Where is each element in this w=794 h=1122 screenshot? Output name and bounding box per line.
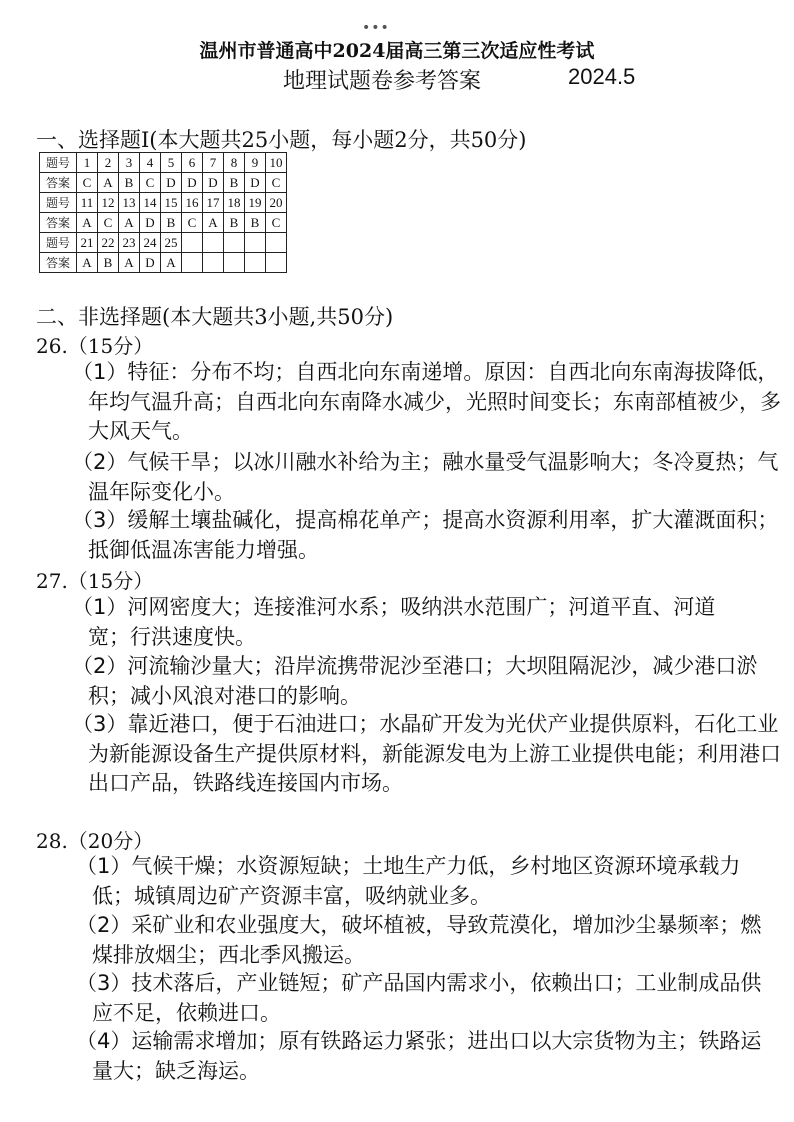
answer-cell: C xyxy=(140,173,161,193)
question-number: 5 xyxy=(161,153,182,173)
answer-table xyxy=(39,152,287,273)
q28-answer-1: （1）气候干燥；水资源短缺；土地生产力低，乡村地区资源环境承载力低；城镇周边矿产资源丰富，吸纳就业多。 xyxy=(76,854,741,908)
question-number: 24 xyxy=(140,233,161,253)
question-number xyxy=(182,233,203,253)
answer-cell xyxy=(245,253,266,273)
question-28-label: 28.（20分） xyxy=(36,829,154,853)
question-number: 25 xyxy=(161,233,182,253)
answer-cell: D xyxy=(140,253,161,273)
question-number: 12 xyxy=(98,193,119,213)
row-label: 答案 xyxy=(40,213,77,233)
question-number: 19 xyxy=(245,193,266,213)
question-number: 23 xyxy=(119,233,140,253)
question-27-label: 27.（15分） xyxy=(36,569,154,593)
question-number: 17 xyxy=(203,193,224,213)
table-row xyxy=(40,233,287,253)
answer-cell: A xyxy=(77,253,98,273)
answer-cell: B xyxy=(224,213,245,233)
q26-answer-1: （1）特征：分布不均；自西北向东南递增。原因：自西北向东南海拔降低，年均气温升高；自西北向东南降水减少，光照时间变长；东南部植被少，多大风天气。 xyxy=(72,360,781,443)
answer-cell: C xyxy=(98,213,119,233)
question-number xyxy=(224,233,245,253)
answer-cell: B xyxy=(245,213,266,233)
question-number: 16 xyxy=(182,193,203,213)
question-number xyxy=(245,233,266,253)
q28-answer-3: （3）技术落后，产业链短；矿产品国内需求小，依赖出口；工业制成品供应不足，依赖进口。 xyxy=(76,971,762,1025)
question-number: 18 xyxy=(224,193,245,213)
question-number: 14 xyxy=(140,193,161,213)
question-number: 21 xyxy=(77,233,98,253)
question-26-label: 26.（15分） xyxy=(36,334,154,358)
question-number: 9 xyxy=(245,153,266,173)
section1-heading: 一、选择题I(本大题共25小题，每小题2分，共50分) xyxy=(36,128,527,152)
answer-cell: C xyxy=(182,213,203,233)
answer-cell: C xyxy=(266,173,287,193)
answer-cell xyxy=(224,253,245,273)
q27-answer-3: （3）靠近港口，便于石油进口；水晶矿开发为光伏产业提供原料，石化工业为新能源设备生产提供原材料，新能源发电为上游工业提供电能；利用港口出口产品，铁路线连接国内市场。 xyxy=(72,712,781,795)
answer-cell: D xyxy=(161,173,182,193)
question-number: 1 xyxy=(77,153,98,173)
section2-heading: 二、非选择题(本大题共3小题,共50分) xyxy=(36,305,394,329)
question-number: 2 xyxy=(98,153,119,173)
question-number xyxy=(266,233,287,253)
question-number: 13 xyxy=(119,193,140,213)
answer-cell: B xyxy=(98,253,119,273)
answer-cell: B xyxy=(119,173,140,193)
more-dots-icon: ••• xyxy=(362,20,390,36)
q27-answer-2: （2）河流输沙量大；沿岸流携带泥沙至港口；大坝阻隔泥沙，减少港口淤积；减小风浪对港口的影响。 xyxy=(72,654,758,708)
answer-cell: A xyxy=(203,213,224,233)
answer-cell: A xyxy=(119,253,140,273)
table-row xyxy=(40,173,287,193)
question-number: 20 xyxy=(266,193,287,213)
answer-cell: B xyxy=(161,213,182,233)
question-number: 4 xyxy=(140,153,161,173)
answer-cell xyxy=(266,253,287,273)
question-number: 15 xyxy=(161,193,182,213)
answer-subtitle: 地理试题卷参考答案 xyxy=(283,69,482,94)
answer-cell: A xyxy=(119,213,140,233)
table-row xyxy=(40,193,287,213)
answer-cell: D xyxy=(203,173,224,193)
answer-cell: C xyxy=(77,173,98,193)
row-label: 题号 xyxy=(40,233,77,253)
question-number: 10 xyxy=(266,153,287,173)
question-number: 6 xyxy=(182,153,203,173)
answer-cell xyxy=(203,253,224,273)
answer-cell: D xyxy=(245,173,266,193)
question-number: 22 xyxy=(98,233,119,253)
answer-cell: A xyxy=(98,173,119,193)
table-row xyxy=(40,153,287,173)
q26-answer-3: （3）缓解土壤盐碱化，提高棉花单产；提高水资源利用率，扩大灌溉面积；抵御低温冻害能力增强。 xyxy=(72,508,779,562)
table-row xyxy=(40,253,287,273)
table-row xyxy=(40,213,287,233)
exam-date: 2024.5 xyxy=(568,64,636,89)
q27-answer-1: （1）河网密度大；连接淮河水系；吸纳洪水范围广；河道平直、河道宽；行洪速度快。 xyxy=(72,595,716,649)
answer-cell: A xyxy=(77,213,98,233)
answer-cell: D xyxy=(140,213,161,233)
question-number: 3 xyxy=(119,153,140,173)
row-label: 题号 xyxy=(40,193,77,213)
q28-answer-2: （2）采矿业和农业强度大，破坏植被，导致荒漠化，增加沙尘暴频率；燃煤排放烟尘；西北季风搬运。 xyxy=(76,913,762,967)
answer-cell: B xyxy=(224,173,245,193)
row-label: 答案 xyxy=(40,173,77,193)
question-number: 7 xyxy=(203,153,224,173)
row-label: 答案 xyxy=(40,253,77,273)
q28-answer-4: （4）运输需求增加；原有铁路运力紧张；进出口以大宗货物为主；铁路运量大；缺乏海运。 xyxy=(76,1029,762,1083)
answer-cell xyxy=(182,253,203,273)
exam-title: 温州市普通高中2024届高三第三次适应性考试 xyxy=(199,40,595,62)
question-number: 8 xyxy=(224,153,245,173)
row-label: 题号 xyxy=(40,153,77,173)
answer-cell: D xyxy=(182,173,203,193)
question-number: 11 xyxy=(77,193,98,213)
answer-cell: C xyxy=(266,213,287,233)
question-number xyxy=(203,233,224,253)
q26-answer-2: （2）气候干旱；以冰川融水补给为主；融水量受气温影响大；冬冷夏热；气温年际变化小。 xyxy=(72,450,779,504)
answer-cell: A xyxy=(161,253,182,273)
